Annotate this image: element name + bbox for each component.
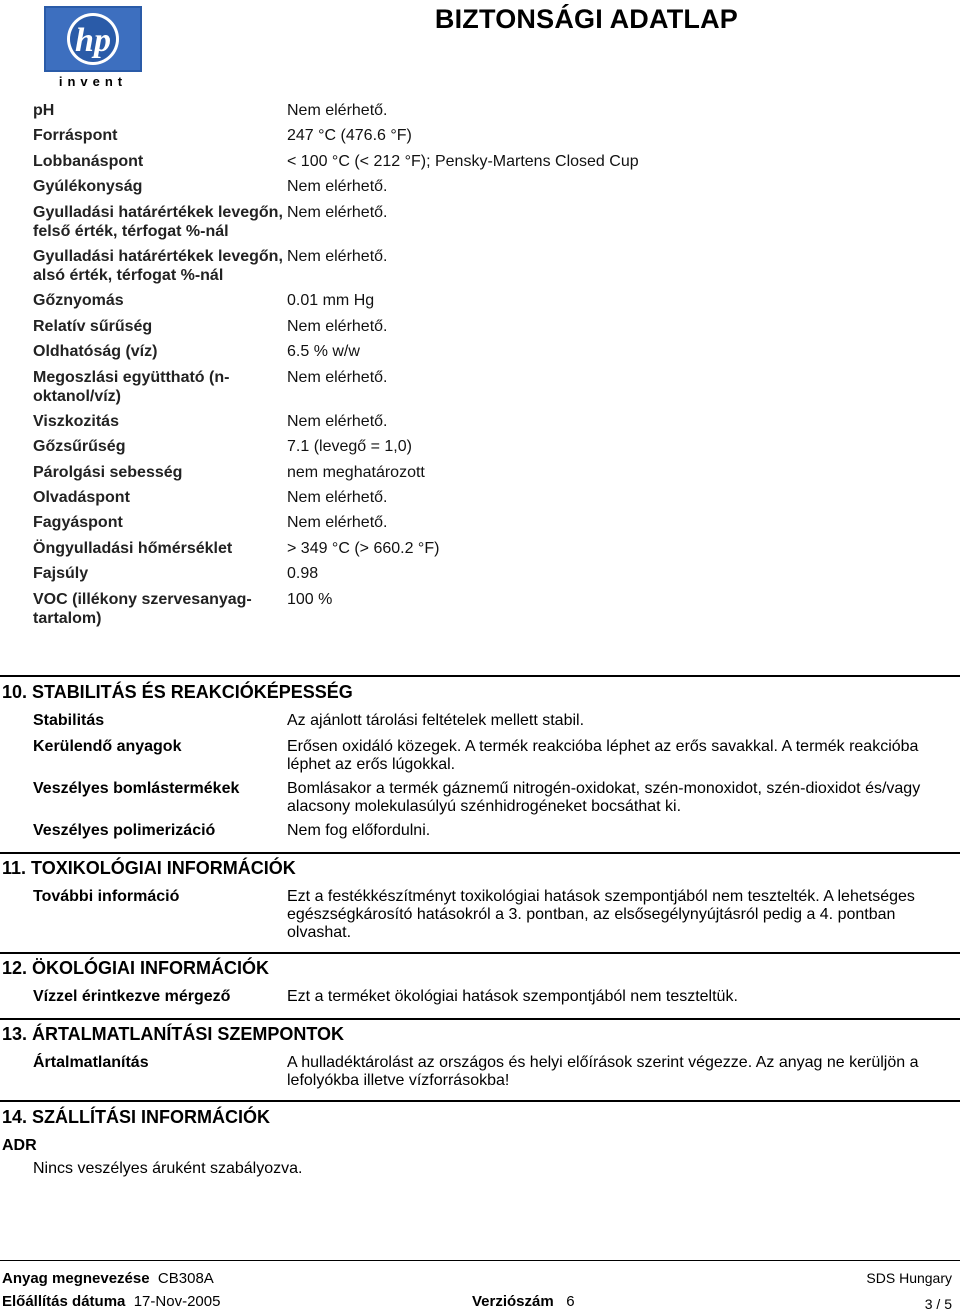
property-label: Párolgási sebesség: [33, 463, 183, 481]
properties-list: [33, 101, 933, 634]
property-label: Gőzsűrűség: [33, 438, 126, 456]
property-label: Forráspont: [33, 127, 118, 145]
property-row: [33, 247, 933, 285]
property-value: 6.5 % w/w: [287, 343, 360, 361]
row-value: Erősen oxidáló közegek. A termék reakcióba léphet az erős savakkal. A termék reakcióba léphet az erős lúgokkal.: [287, 738, 919, 773]
property-row: [33, 152, 933, 171]
product-value: CB308A: [157, 1270, 214, 1287]
page-number: 3 / 5: [924, 1296, 952, 1312]
section-13-divider: [0, 1018, 960, 1020]
section-14-divider: [0, 1100, 960, 1102]
row-value: A hulladéktárolást az országos és helyi előírások szerint végezze. Az anyag ne kerüljön a lefolyókba illetve vízforrásokba!: [287, 1054, 919, 1089]
row-label: További információ: [33, 888, 180, 905]
property-label: Olvadáspont: [33, 489, 130, 507]
property-row: [33, 203, 933, 241]
row-value: Bomlásakor a termék gáznemű nitrogén-oxidokat, szén-monoxidot, szén-dioxidot és/vagy alacsony molekulasúlyú szénhidrogéneket bocsáthat ki.: [287, 780, 921, 815]
svg-text:invent: invent: [58, 74, 128, 89]
property-row: [33, 291, 933, 310]
section-11-title: 11. TOXIKOLÓGIAI INFORMÁCIÓK: [2, 858, 296, 878]
section-13-title: 13. ÁRTALMATLANÍTÁSI SZEMPONTOK: [2, 1024, 344, 1044]
property-value: nem meghatározott: [287, 463, 425, 481]
row-label: Veszélyes bomlástermékek: [33, 780, 240, 797]
ecotoxicity-row: [33, 988, 928, 1006]
row-label: Stabilitás: [33, 712, 105, 729]
product-name-footer: [2, 1270, 214, 1287]
section-12-title: 12. ÖKOLÓGIAI INFORMÁCIÓK: [2, 958, 270, 978]
row-label: Vízzel érintkezve mérgező: [33, 988, 231, 1005]
property-row: [33, 317, 933, 336]
property-value: 0.01 mm Hg: [287, 292, 375, 310]
property-row: [33, 590, 933, 628]
section-14-title: 14. SZÁLLÍTÁSI INFORMÁCIÓK: [2, 1107, 271, 1127]
date-label: Előállítás dátuma: [2, 1293, 126, 1310]
property-label: Gőznyomás: [33, 292, 124, 310]
toxicology-info-row: [33, 888, 928, 942]
property-value: 100 %: [287, 590, 333, 608]
section-11-divider: [0, 852, 960, 854]
adr-text: Nincs veszélyes áruként szabályozva.: [33, 1160, 303, 1177]
property-value: > 349 °C (> 660.2 °F): [287, 539, 440, 557]
property-value: Nem elérhető.: [287, 317, 388, 335]
property-value: 0.98: [287, 565, 319, 583]
property-label: Megoszlási együttható (n-oktanol/víz): [33, 368, 230, 405]
version-footer: [472, 1293, 575, 1310]
property-value: Nem elérhető.: [287, 412, 388, 430]
property-row: [33, 412, 933, 431]
property-label: Gyulladási határértékek levegőn, alsó érték, térfogat %-nál: [33, 247, 283, 284]
property-value: Nem elérhető.: [287, 203, 388, 221]
property-row: [33, 488, 933, 507]
property-row: [33, 564, 933, 583]
section-10-divider: [0, 675, 960, 677]
row-label: Kerülendő anyagok: [33, 738, 182, 755]
property-value: Nem elérhető.: [287, 247, 388, 265]
section-12-divider: [0, 952, 960, 954]
property-value: Nem elérhető.: [287, 368, 388, 386]
row-value: Nem fog előfordulni.: [287, 822, 431, 839]
date-value: 17-Nov-2005: [133, 1293, 221, 1310]
property-value: 7.1 (levegő = 1,0): [287, 438, 412, 456]
decomposition-products-row: [33, 780, 928, 816]
property-row: [33, 437, 933, 456]
property-label: Fajsúly: [33, 565, 89, 583]
row-value: Az ajánlott tárolási feltételek mellett stabil.: [287, 712, 585, 729]
row-label: Veszélyes polimerizáció: [33, 822, 216, 839]
property-value: Nem elérhető.: [287, 514, 388, 532]
section-10-title: 10. STABILITÁS ÉS REAKCIÓKÉPESSÉG: [2, 682, 353, 702]
property-row: [33, 463, 933, 482]
hp-logo: [44, 6, 142, 90]
document-title: BIZTONSÁGI ADATLAP: [434, 4, 738, 34]
incompatible-materials-row: [33, 738, 928, 774]
property-value: 247 °C (476.6 °F): [287, 127, 412, 145]
property-label: Relatív sűrűség: [33, 317, 153, 335]
property-row: [33, 513, 933, 532]
property-row: [33, 101, 933, 120]
footer-divider: [0, 1260, 960, 1261]
production-date-footer: [2, 1293, 220, 1310]
region-footer: SDS Hungary: [866, 1270, 952, 1286]
property-label: Lobbanáspont: [33, 152, 144, 170]
row-value: Ezt a festékkészítményt toxikológiai hatások szempontjából nem tesztelték. A lehetséges egészségkárosító hatásokról a 3. pontban, az elsősegélynyújtásról pedig a 4. pontban olvashat.: [287, 888, 915, 941]
adr-label: ADR: [2, 1137, 37, 1154]
property-value: Nem elérhető.: [287, 489, 388, 507]
property-label: Oldhatóság (víz): [33, 343, 158, 361]
polymerization-row: [33, 822, 928, 840]
disposal-row: [33, 1054, 928, 1090]
row-label: Ártalmatlanítás: [33, 1054, 149, 1071]
property-value: Nem elérhető.: [287, 178, 388, 196]
property-label: Viszkozitás: [33, 412, 119, 430]
property-label: Gyúlékonyság: [33, 178, 143, 196]
version-label: Verziószám: [472, 1293, 554, 1310]
property-label: VOC (illékony szervesanyag-tartalom): [33, 590, 252, 627]
property-value: Nem elérhető.: [287, 102, 388, 119]
property-label: Gyulladási határértékek levegőn, felső érték, térfogat %-nál: [33, 203, 283, 240]
property-label: pH: [33, 102, 55, 119]
version-value: 6: [566, 1293, 575, 1310]
product-label: Anyag megnevezése: [2, 1270, 150, 1287]
property-row: [33, 368, 933, 406]
property-label: Fagyáspont: [33, 514, 123, 532]
row-value: Ezt a terméket ökológiai hatások szempontjából nem teszteltük.: [287, 988, 738, 1005]
svg-text:hp: hp: [75, 22, 111, 59]
property-label: Öngyulladási hőmérséklet: [33, 539, 233, 557]
property-row: [33, 342, 933, 361]
property-row: [33, 126, 933, 145]
property-value: < 100 °C (< 212 °F); Pensky-Martens Closed Cup: [287, 152, 639, 170]
property-row: [33, 177, 933, 196]
stability-row: [33, 712, 928, 730]
property-row: [33, 539, 933, 558]
